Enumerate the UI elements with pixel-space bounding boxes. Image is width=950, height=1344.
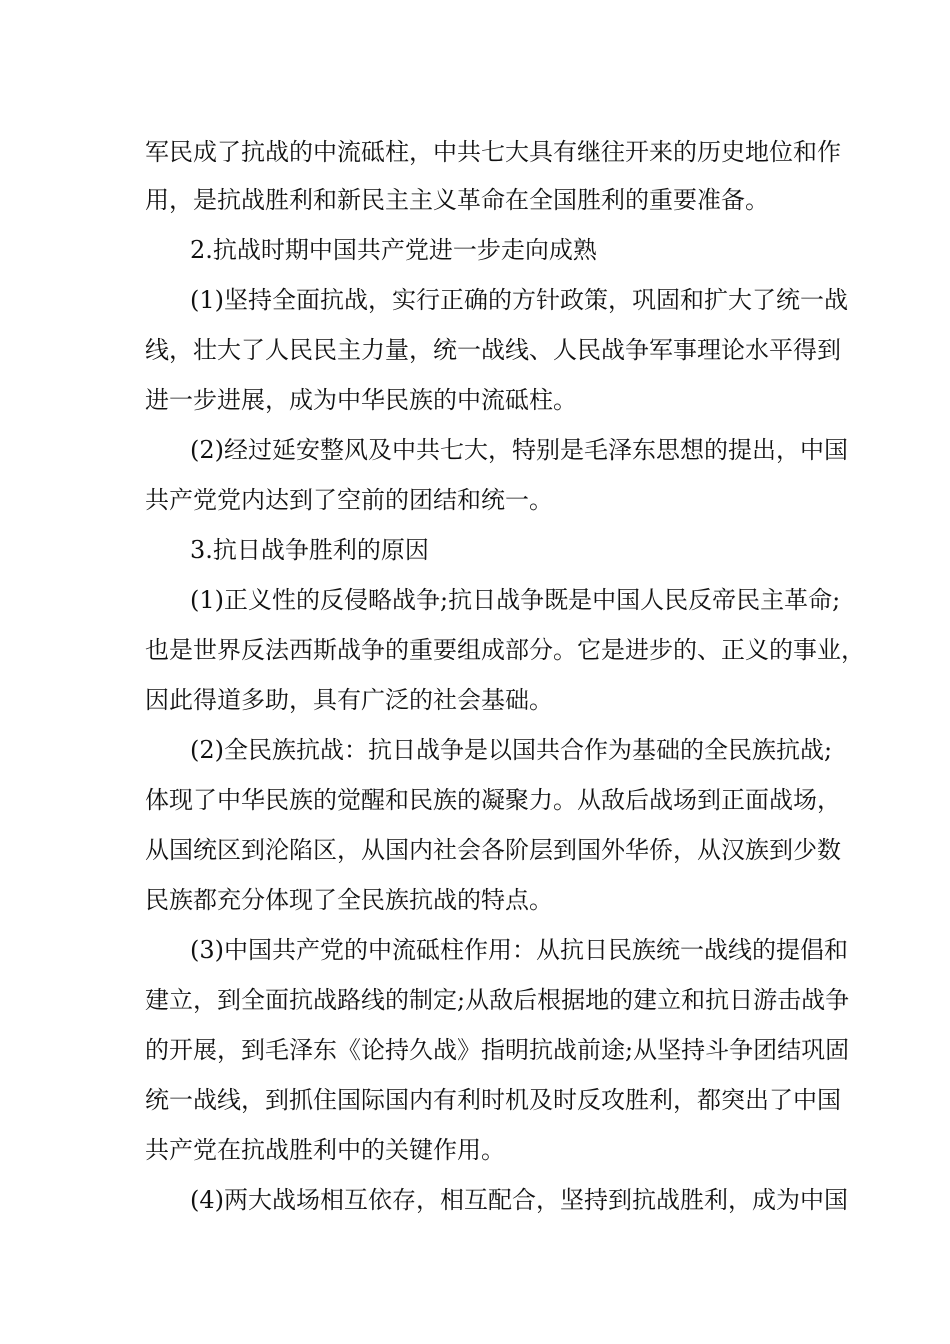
paragraph-line: 体现了中华民族的觉醒和民族的凝聚力。从敌后战场到正面战场， xyxy=(145,786,841,814)
paragraph-line: (2)全民族抗战：抗日战争是以国共合作为基础的全民族抗战; xyxy=(190,736,833,764)
paragraph-line: 的开展，到毛泽东《论持久战》指明抗战前途;从坚持斗争团结巩固 xyxy=(145,1036,850,1064)
paragraph-line: 军民成了抗战的中流砥柱，中共七大具有继往开来的历史地位和作 xyxy=(145,138,841,166)
paragraph-line: 共产党在抗战胜利中的关键作用。 xyxy=(145,1136,505,1164)
section-heading: 2.抗战时期中国共产党进一步走向成熟 xyxy=(190,236,597,264)
paragraph-line: 也是世界反法西斯战争的重要组成部分。它是进步的、正义的事业， xyxy=(145,636,865,664)
paragraph-line: (1)坚持全面抗战，实行正确的方针政策，巩固和扩大了统一战 xyxy=(190,286,848,314)
section-heading: 3.抗日战争胜利的原因 xyxy=(190,536,429,564)
paragraph-line: (4)两大战场相互依存，相互配合，坚持到抗战胜利，成为中国 xyxy=(190,1186,848,1214)
paragraph-line: 从国统区到沦陷区，从国内社会各阶层到国外华侨，从汉族到少数 xyxy=(145,836,841,864)
paragraph-line: 共产党党内达到了空前的团结和统一。 xyxy=(145,486,553,514)
paragraph-line: 进一步进展，成为中华民族的中流砥柱。 xyxy=(145,386,577,414)
paragraph-line: 民族都充分体现了全民族抗战的特点。 xyxy=(145,886,553,914)
paragraph-line: (1)正义性的反侵略战争;抗日战争既是中国人民反帝民主革命; xyxy=(190,586,841,614)
paragraph-line: (2)经过延安整风及中共七大，特别是毛泽东思想的提出，中国 xyxy=(190,436,848,464)
paragraph-line: (3)中国共产党的中流砥柱作用：从抗日民族统一战线的提倡和 xyxy=(190,936,848,964)
paragraph-line: 用，是抗战胜利和新民主主义革命在全国胜利的重要准备。 xyxy=(145,186,769,214)
paragraph-line: 线，壮大了人民民主力量，统一战线、人民战争军事理论水平得到 xyxy=(145,336,841,364)
paragraph-line: 统一战线，到抓住国际国内有利时机及时反攻胜利，都突出了中国 xyxy=(145,1086,841,1114)
paragraph-line: 建立，到全面抗战路线的制定;从敌后根据地的建立和抗日游击战争 xyxy=(145,986,850,1014)
paragraph-line: 因此得道多助，具有广泛的社会基础。 xyxy=(145,686,553,714)
